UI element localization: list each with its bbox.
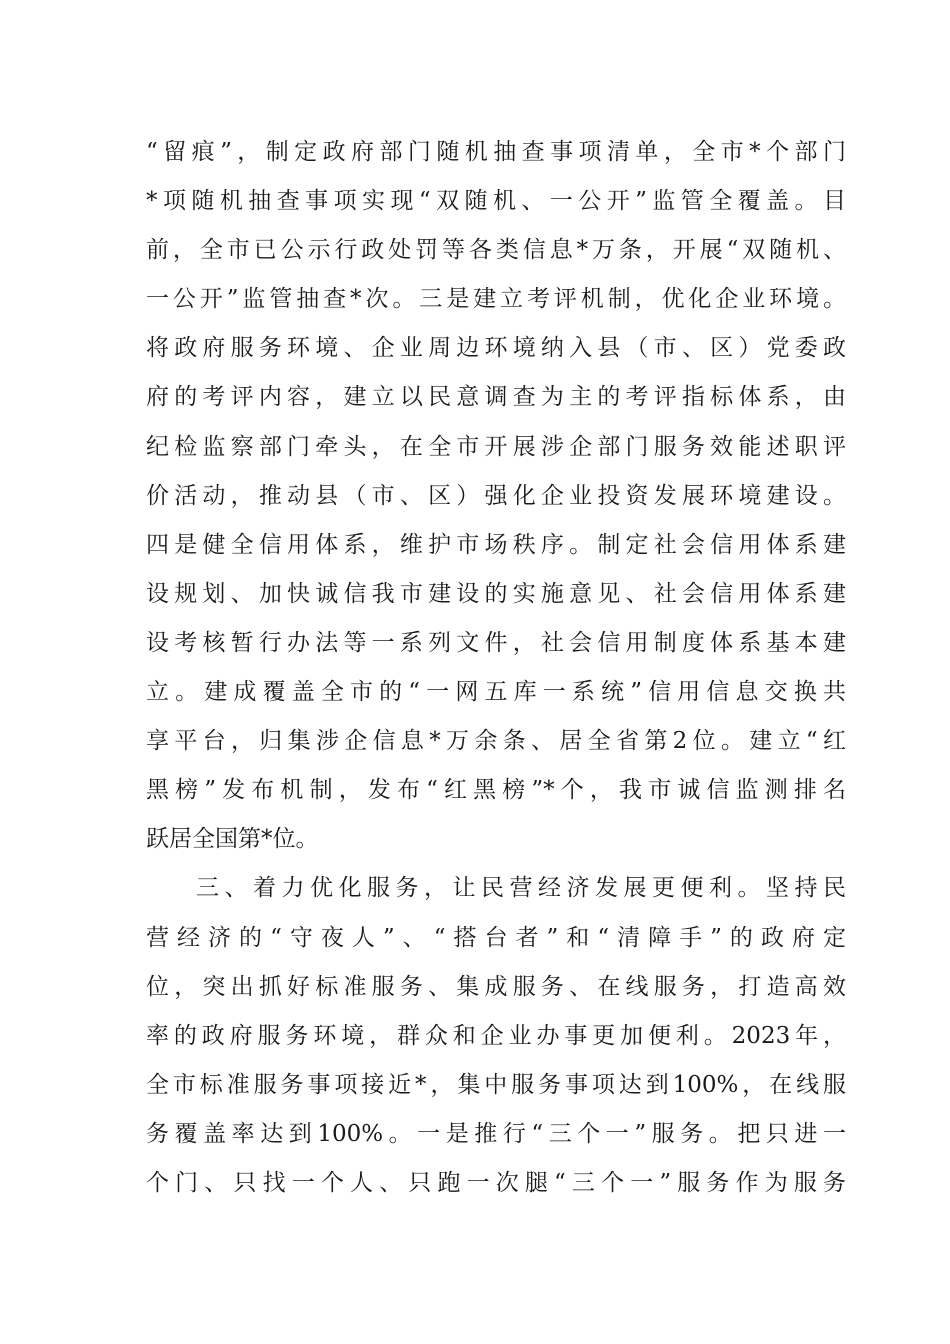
text-line: 府的考评内容，建立以民意调查为主的考评指标体系，由 [146,384,846,411]
paragraph-start-line: 三、着力优化服务，让民营经济发展更便利。坚持民 [196,875,846,902]
text-line: 个门、只找一个人、只跑一次腿“三个一”服务作为服务 [146,1169,846,1196]
text-line: 立。建成覆盖全市的“一网五库一系统”信用信息交换共 [146,679,846,706]
paragraph-end-line: 跃居全国第*位。 [146,826,319,853]
text-line: 设规划、加快诚信我市建设的实施意见、社会信用体系建 [146,580,846,607]
text-line: 纪检监察部门牵头，在全市开展涉企部门服务效能述职评 [146,433,846,460]
text-line: 一公开”监管抽查*次。三是建立考评机制，优化企业环境。 [146,286,846,313]
text-line: 务覆盖率达到100%。一是推行“三个一”服务。把只进一 [146,1120,846,1147]
text-line: *项随机抽查事项实现“双随机、一公开”监管全覆盖。目 [146,188,846,215]
body-text [146,128,846,1208]
text-line: 黑榜”发布机制，发布“红黑榜”*个，我市诚信监测排名 [146,777,846,804]
text-line: “留痕”，制定政府部门随机抽查事项清单，全市*个部门 [146,139,846,165]
text-line: 享平台，归集涉企信息*万余条、居全省第2位。建立“红 [146,728,846,755]
text-line: 率的政府服务环境，群众和企业办事更加便利。2023年， [146,1022,846,1049]
text-line: 四是健全信用体系，维护市场秩序。制定社会信用体系建 [146,531,846,558]
text-line: 将政府服务环境、企业周边环境纳入县（市、区）党委政 [146,335,846,362]
text-line: 价活动，推动县（市、区）强化企业投资发展环境建设。 [146,482,846,509]
text-line: 设考核暂行办法等一系列文件，社会信用制度体系基本建 [146,629,846,656]
text-line: 位，突出抓好标准服务、集成服务、在线服务，打造高效 [146,973,846,1000]
text-line: 前，全市已公示行政处罚等各类信息*万条，开展“双随机、 [146,237,846,264]
text-line: 营经济的“守夜人”、“搭台者”和“清障手”的政府定 [146,924,846,951]
text-line: 全市标准服务事项接近*，集中服务事项达到100%，在线服 [146,1071,846,1098]
